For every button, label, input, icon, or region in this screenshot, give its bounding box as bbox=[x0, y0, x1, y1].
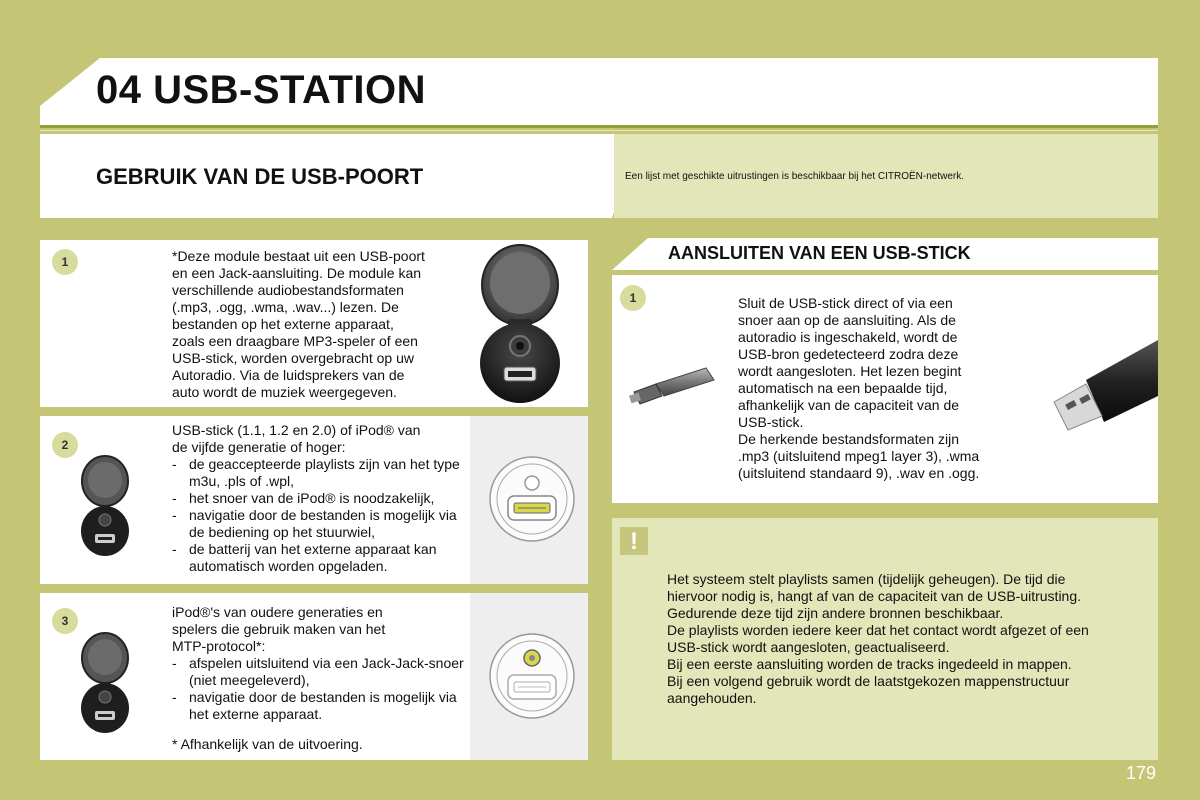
text-line: USB-stick (1.1, 1.2 en 2.0) of iPod® van bbox=[172, 422, 421, 438]
text-line: Gedurende deze tijd zijn andere bronnen beschikbaar. bbox=[667, 605, 1004, 621]
text-line: bestanden op het externe apparaat, bbox=[172, 316, 394, 332]
text-line: *Deze module bestaat uit een USB-poort bbox=[172, 248, 425, 264]
text-line: De herkende bestandsformaten zijn bbox=[738, 431, 960, 447]
text-line: iPod®'s van oudere generaties en bbox=[172, 604, 383, 620]
warning-text bbox=[667, 571, 1147, 707]
text-line: USB-stick wordt aangesloten, geactualiseerd. bbox=[667, 639, 950, 655]
usb-jack-module-open-image bbox=[478, 243, 562, 405]
text-line: automatisch na een bepaalde tijd, bbox=[738, 380, 948, 396]
text-line: auto wordt de muziek weergegeven. bbox=[172, 384, 397, 400]
list-item: - de batterij van het externe apparaat kan automatisch worden opgeladen. bbox=[172, 541, 468, 575]
text-line: (uitsluitend standaard 9), .wav en .ogg. bbox=[738, 465, 980, 481]
warning-icon: ! bbox=[620, 527, 648, 555]
text-line: USB-stick. bbox=[738, 414, 804, 430]
step-badge-1: 1 bbox=[52, 249, 78, 275]
step-badge-2: 2 bbox=[52, 432, 78, 458]
text-line: USB-stick, worden overgebracht op uw bbox=[172, 350, 414, 366]
usb-module-photo-image bbox=[80, 455, 130, 557]
text-line: hiervoor nodig is, hangt af van de capaciteit van de USB-uitrusting. bbox=[667, 588, 1082, 604]
text-line: verschillende audiobestandsformaten bbox=[172, 282, 404, 298]
panel-3-text bbox=[172, 604, 468, 723]
right-section-title: AANSLUITEN VAN EEN USB-STICK bbox=[668, 243, 971, 263]
text-line: .mp3 (uitsluitend mpeg1 layer 3), .wma bbox=[738, 448, 980, 464]
text-line: en een Jack-aansluiting. De module kan bbox=[172, 265, 422, 281]
text-line: Bij een volgend gebruik wordt de laatstgekozen mappenstructuur bbox=[667, 673, 1070, 689]
list-item: - navigatie door de bestanden is mogelijk via de bediening op het stuurwiel, bbox=[172, 507, 468, 541]
text-line: USB-bron gedetecteerd zodra deze bbox=[738, 346, 959, 362]
text-line: aangehouden. bbox=[667, 690, 757, 706]
list-item: - de geaccepteerde playlists zijn van het type m3u, .pls of .wpl, bbox=[172, 456, 468, 490]
text-line: Het systeem stelt playlists samen (tijdelijk geheugen). De tijd die bbox=[667, 571, 1066, 587]
text-line: spelers die gebruik maken van het bbox=[172, 621, 386, 637]
network-note: Een lijst met geschikte uitrustingen is beschikbaar bij het CITROËN-netwerk. bbox=[625, 171, 965, 182]
list-item: - afspelen uitsluitend via een Jack-Jack-snoer (niet meegeleverd), bbox=[172, 655, 468, 689]
text-line: Bij een eerste aansluiting worden de tracks ingedeeld in mappen. bbox=[667, 656, 1072, 672]
header-divider bbox=[40, 125, 1158, 128]
step-badge-3: 3 bbox=[52, 608, 78, 634]
panel-2-text bbox=[172, 422, 468, 575]
text-line: MTP-protocol*: bbox=[172, 638, 266, 654]
footnote: * Afhankelijk van de uitvoering. bbox=[172, 736, 363, 752]
usb-port-highlighted-diagram bbox=[488, 455, 576, 543]
text-line: snoer aan op de aansluiting. Als de bbox=[738, 312, 956, 328]
text-line: autoradio is ingeschakeld, wordt de bbox=[738, 329, 958, 345]
panel-1-text bbox=[172, 248, 472, 401]
text-line: De playlists worden iedere keer dat het contact wordt afgezet of een bbox=[667, 622, 1089, 638]
list-item: - navigatie door de bestanden is mogelijk via het externe apparaat. bbox=[172, 689, 468, 723]
text-line: Sluit de USB-stick direct of via een bbox=[738, 295, 953, 311]
usb-stick-text bbox=[738, 295, 1028, 482]
text-line: zoals een draagbare MP3-speler of een bbox=[172, 333, 418, 349]
usb-stick-closeup-image bbox=[1046, 340, 1158, 432]
text-line: de vijfde generatie of hoger: bbox=[172, 439, 346, 455]
step-badge-right-1: 1 bbox=[620, 285, 646, 311]
text-line: (.mp3, .ogg, .wma, .wav...) lezen. De bbox=[172, 299, 399, 315]
jack-module-photo-image bbox=[80, 632, 130, 734]
text-line: afhankelijk van de capaciteit van de bbox=[738, 397, 960, 413]
page-number: 179 bbox=[1126, 763, 1157, 783]
text-line: wordt aangesloten. Het lezen begint bbox=[738, 363, 962, 379]
jack-port-highlighted-diagram bbox=[488, 632, 576, 720]
list-item: - het snoer van de iPod® is noodzakelijk, bbox=[172, 490, 468, 507]
page-title: 04 USB-STATION bbox=[96, 68, 426, 112]
text-line: Autoradio. Via de luidsprekers van de bbox=[172, 367, 405, 383]
usb-stick-small-image bbox=[626, 362, 716, 414]
section-title: GEBRUIK VAN DE USB-POORT bbox=[96, 164, 424, 189]
header-divider-light bbox=[40, 130, 1158, 131]
